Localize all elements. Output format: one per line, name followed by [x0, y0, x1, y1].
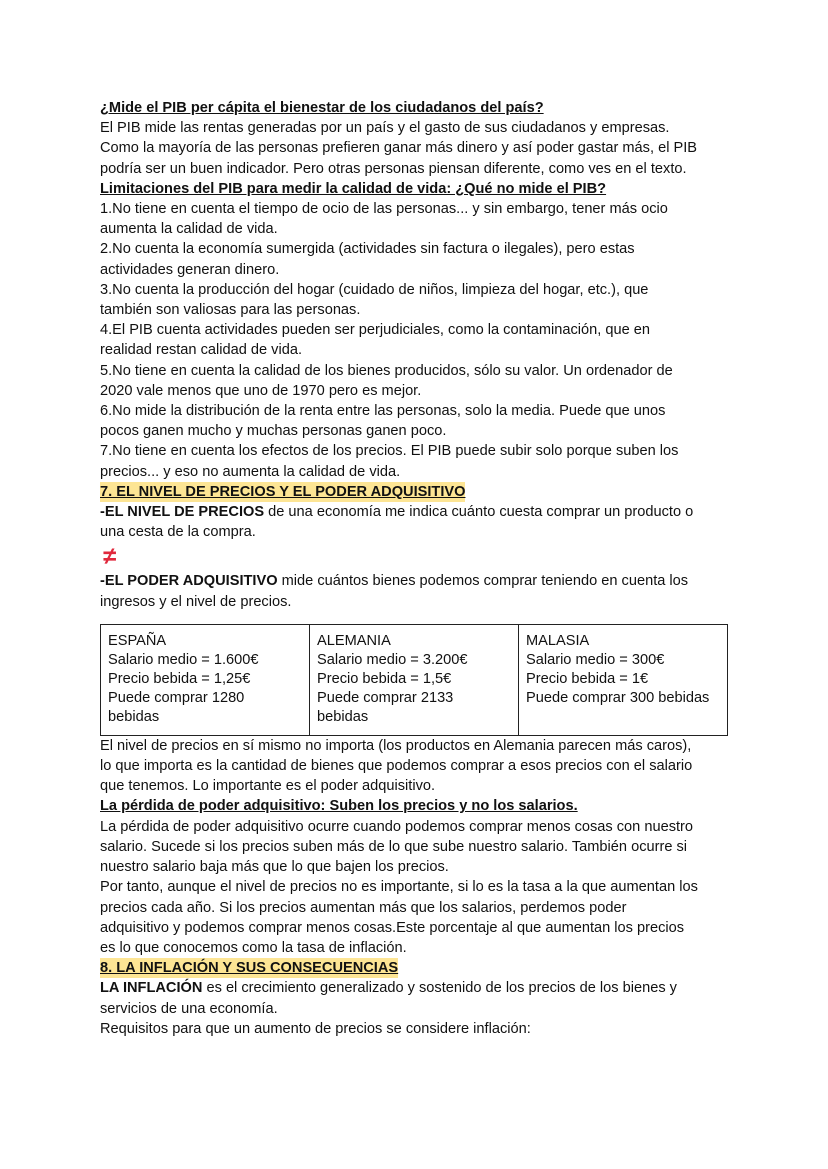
loss-paragraph: [100, 817, 730, 958]
section-8-heading: 8. LA INFLACIÓN Y SUS CONSECUENCIAS: [100, 958, 398, 978]
cell-line: Precio bebida = 1,5€: [317, 670, 452, 687]
requisitos-line: Requisitos para que un aumento de precios se considere inflación:: [100, 1020, 531, 1037]
poder-adquisitivo-text: mide cuántos bienes podemos comprar teniendo en cuenta los: [277, 573, 689, 590]
paragraph-line: servicios de una economía.: [100, 1000, 278, 1017]
table-cell-alemania: [310, 624, 519, 735]
paragraph-line: Por tanto, aunque el nivel de precios no es importante, si lo es la tasa a la que aumentan los: [100, 879, 698, 896]
cell-line: bebidas: [317, 708, 369, 725]
paragraph-line: lo que importa es la cantidad de bienes que podemos comprar a esos precios con el salario: [100, 758, 693, 775]
table-row: [101, 624, 728, 735]
nivel-precios-definition: [100, 502, 730, 522]
paragraph-line: nuestro salario baja más que lo que bajen los precios.: [100, 859, 449, 876]
cell-line: Salario medio = 300€: [526, 651, 665, 668]
nivel-precios-term: -EL NIVEL DE PRECIOS: [100, 504, 265, 521]
country-name: ESPAÑA: [108, 632, 167, 649]
cell-line: Puede comprar 2133: [317, 689, 454, 706]
list-item: 7.No tiene en cuenta los efectos de los precios. El PIB puede subir solo porque suben los: [100, 443, 679, 460]
paragraph-line: El PIB mide las rentas generadas por un país y el gasto de sus ciudadanos y empresas.: [100, 120, 670, 137]
poder-adquisitivo-definition: [100, 571, 730, 591]
loss-heading: La pérdida de poder adquisitivo: Suben los precios y no los salarios.: [100, 798, 578, 815]
limitations-list: [100, 199, 730, 482]
list-item: 6.No mide la distribución de la renta entre las personas, solo la media. Puede que unos: [100, 403, 666, 420]
section-7-heading: 7. EL NIVEL DE PRECIOS Y EL PODER ADQUISITIVO: [100, 482, 465, 502]
paragraph-line: salario. Sucede si los precios suben más de lo que sube nuestro salario. También ocurre si: [100, 838, 688, 855]
list-item: 4.El PIB cuenta actividades pueden ser perjudiciales, como la contaminación, que en: [100, 322, 651, 339]
list-item: 5.No tiene en cuenta la calidad de los bienes producidos, sólo su valor. Un ordenador de: [100, 362, 673, 379]
after-table-paragraph: [100, 736, 730, 797]
list-item: realidad restan calidad de vida.: [100, 342, 303, 359]
country-name: MALASIA: [526, 632, 590, 649]
paragraph-line: ingresos y el nivel de precios.: [100, 593, 292, 610]
cell-line: Precio bebida = 1,25€: [108, 670, 251, 687]
paragraph-line: precios cada año. Si los precios aumentan más que los salarios, perdemos poder: [100, 899, 627, 916]
table-cell-espana: [101, 624, 310, 735]
paragraph-line: podría ser un buen indicador. Pero otras personas piensan diferente, como ves en el texto.: [100, 160, 687, 177]
list-item: pocos ganen mucho y muchas personas ganen poco.: [100, 423, 447, 440]
paragraph-line: una cesta de la compra.: [100, 524, 256, 541]
inflacion-term: LA INFLACIÓN: [100, 980, 203, 997]
list-item: 2.No cuenta la economía sumergida (actividades sin factura o ilegales), pero estas: [100, 241, 635, 258]
list-item: 2020 vale menos que uno de 1970 pero es mejor.: [100, 382, 422, 399]
document-page: [100, 98, 730, 1039]
paragraph-line: El nivel de precios en sí mismo no importa (los productos en Alemania parecen más caros),: [100, 737, 692, 754]
cell-line: Puede comprar 300 bebidas: [526, 689, 710, 706]
paragraph-line: Como la mayoría de las personas prefieren ganar más dinero y así poder gastar más, el PIB: [100, 140, 698, 157]
list-item: precios... y eso no aumenta la calidad de vida.: [100, 463, 401, 480]
nivel-precios-text: de una economía me indica cuánto cuesta comprar un producto o: [264, 504, 694, 521]
pib-intro: [100, 118, 730, 179]
table-cell-malasia: [519, 624, 728, 735]
limitations-heading: Limitaciones del PIB para medir la calidad de vida: ¿Qué no mide el PIB?: [100, 180, 607, 197]
cell-line: Salario medio = 3.200€: [317, 651, 468, 668]
comparison-table: [100, 624, 728, 736]
cell-line: Salario medio = 1.600€: [108, 651, 259, 668]
inflacion-definition: [100, 978, 730, 998]
paragraph-line: adquisitivo y podemos comprar menos cosas.Este porcentaje al que aumentan los precios: [100, 919, 685, 936]
not-equal-icon: ≠: [103, 543, 117, 571]
list-item: también son valiosas para las personas.: [100, 302, 361, 319]
cell-line: Puede comprar 1280: [108, 689, 245, 706]
paragraph-line: que tenemos. Lo importante es el poder adquisitivo.: [100, 778, 436, 795]
cell-line: Precio bebida = 1€: [526, 670, 649, 687]
inflacion-text: es el crecimiento generalizado y sostenido de los precios de los bienes y: [202, 980, 677, 997]
list-item: actividades generan dinero.: [100, 261, 280, 278]
list-item: aumenta la calidad de vida.: [100, 221, 278, 238]
list-item: 3.No cuenta la producción del hogar (cuidado de niños, limpieza del hogar, etc.), que: [100, 281, 649, 298]
country-name: ALEMANIA: [317, 632, 391, 649]
paragraph-line: es lo que conocemos como la tasa de inflación.: [100, 939, 407, 956]
list-item: 1.No tiene en cuenta el tiempo de ocio de las personas... y sin embargo, tener más ocio: [100, 201, 668, 218]
pib-question-heading: ¿Mide el PIB per cápita el bienestar de los ciudadanos del país?: [100, 100, 544, 116]
poder-adquisitivo-term: -EL PODER ADQUISITIVO: [100, 573, 278, 590]
paragraph-line: La pérdida de poder adquisitivo ocurre cuando podemos comprar menos cosas con nuestro: [100, 818, 694, 835]
cell-line: bebidas: [108, 708, 160, 725]
